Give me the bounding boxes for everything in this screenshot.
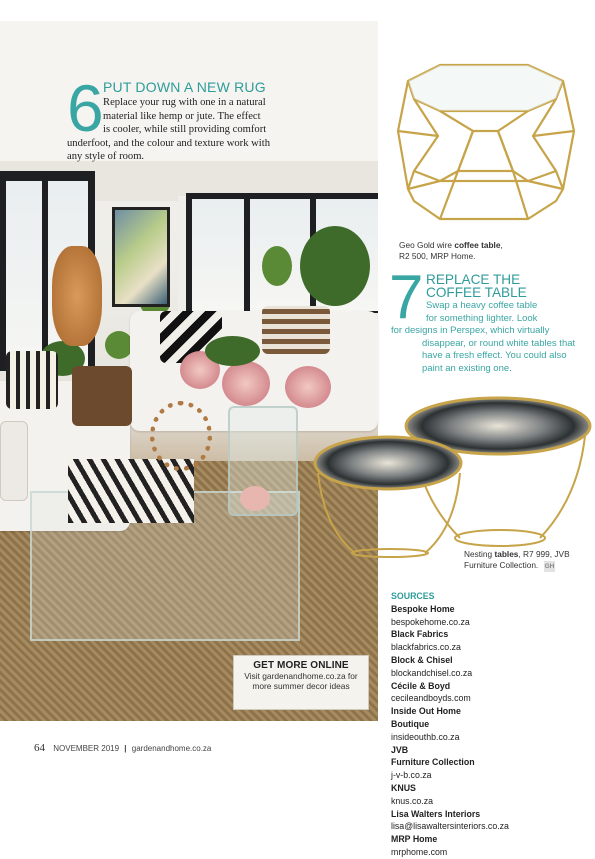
source-url[interactable]: blackfabrics.co.za <box>391 642 461 653</box>
glass-top <box>408 65 563 111</box>
step-7-body <box>391 300 591 376</box>
lattice-strut <box>414 99 440 181</box>
source-name: Inside Out Home <box>391 706 461 717</box>
online-box-line: more summer decor ideas <box>252 681 350 691</box>
sources-line <box>391 590 591 616</box>
source-url[interactable]: insideouthb.co.za <box>391 731 460 742</box>
footer-website[interactable]: gardenandhome.co.za <box>131 744 212 753</box>
geo-gold-wire-coffee-table-photo <box>378 21 595 231</box>
step-7-number: 7 <box>389 263 424 332</box>
abstract-painting <box>112 207 170 307</box>
source-url[interactable]: mrphome.com <box>391 846 448 857</box>
palm-plant <box>300 226 370 306</box>
source-name: Lisa Walters Interiors <box>391 808 481 819</box>
source-name: SOURCES <box>391 591 435 601</box>
online-box-text <box>234 671 368 691</box>
wooden-chest <box>72 366 132 426</box>
lattice-strut <box>440 111 473 219</box>
sources-list <box>391 590 591 859</box>
nesting-tables-photo <box>310 388 595 558</box>
step-7-line: for something lighter. Look <box>426 312 538 324</box>
source-name: KNUS <box>391 782 416 793</box>
leaves <box>205 336 260 366</box>
lattice-strut <box>528 99 556 181</box>
caption-product: tables <box>494 549 519 559</box>
step-7-line: for designs in Perspex, which virtually <box>391 325 550 337</box>
lattice-strut <box>398 81 408 189</box>
caption-text: Geo Gold wire <box>399 240 455 250</box>
sources-line <box>391 782 591 820</box>
outdoor-plant <box>262 246 292 286</box>
lattice-strut <box>533 131 574 136</box>
side-stool <box>0 421 28 501</box>
issue-date: NOVEMBER 2019 <box>53 744 120 753</box>
step-6-line: Replace your rug with one in a natural <box>103 97 266 108</box>
lattice-strut <box>408 171 414 189</box>
page-number: 64 <box>34 742 45 754</box>
step-6-body <box>67 96 272 164</box>
caption-text: Nesting <box>464 549 495 559</box>
small-table-top <box>315 437 461 489</box>
source-name: Bespoke Home <box>391 603 455 614</box>
source-url[interactable]: bespokehome.co.za <box>391 616 470 627</box>
caption-text: , <box>500 240 503 250</box>
step-7-title <box>426 273 527 299</box>
door-pane <box>192 199 244 311</box>
caption-text: , R7 999, JVB <box>518 549 570 559</box>
protea-flower <box>222 361 270 406</box>
step-6-line: underfoot, and the colour and texture work with <box>67 137 270 149</box>
step-6-title: PUT DOWN A NEW RUG <box>103 79 266 95</box>
sources-line <box>391 820 591 833</box>
wood-wall-sculpture <box>52 246 102 346</box>
source-name: Cécile & Boyd <box>391 680 451 691</box>
source-name: MRP Home <box>391 834 438 845</box>
table-base-ring <box>352 549 428 557</box>
lattice-strut <box>563 81 574 189</box>
step-7-line: have a fresh effect. You could also <box>422 350 567 362</box>
coffee-table-caption <box>399 240 503 262</box>
source-name: JVB <box>391 744 409 755</box>
source-url[interactable]: cecileandboyds.com <box>391 693 471 704</box>
step-6-line: is cooler, while still providing comfort <box>103 124 267 136</box>
sources-line <box>391 667 591 693</box>
source-url[interactable]: lisa@lisawaltersinteriors.co.za <box>391 821 509 832</box>
lattice-strut <box>498 111 528 219</box>
step-7-line: disappear, or round white tables that <box>422 337 576 349</box>
caption-price: R2 500, MRP Home. <box>399 251 476 261</box>
lattice-strut <box>556 171 563 189</box>
source-name: Block & Chisel <box>391 654 453 665</box>
step-6-line: material like hemp or jute. The effect <box>103 110 261 122</box>
online-box-line[interactable]: Visit gardenandhome.co.za for <box>244 671 358 681</box>
sources-line <box>391 756 591 782</box>
potted-plant <box>105 331 133 359</box>
sources-line <box>391 616 591 642</box>
sources-line <box>391 692 591 718</box>
cushion <box>6 351 58 409</box>
source-name: Black Fabrics <box>391 629 449 640</box>
source-name: Boutique <box>391 718 430 729</box>
source-url[interactable]: knus.co.za <box>391 795 434 806</box>
step-7-title-line: REPLACE THE <box>426 272 521 287</box>
gh-end-mark: GH <box>544 563 555 570</box>
step-6-line: any style of room. <box>67 151 145 163</box>
online-box-title: GET MORE ONLINE <box>253 660 349 671</box>
step-7-title-line: COFFEE TABLE <box>426 285 527 300</box>
sources-line <box>391 641 591 667</box>
window-pane <box>6 181 42 366</box>
pink-crystal <box>240 486 270 511</box>
caption-text: Furniture Collection. <box>464 560 539 570</box>
source-name: Furniture Collection <box>391 757 475 768</box>
source-url[interactable]: blockandchisel.co.za <box>391 667 473 678</box>
small-nesting-table <box>315 437 461 557</box>
get-more-online-box <box>233 655 369 710</box>
cushion <box>262 306 330 354</box>
nesting-tables-caption <box>464 549 570 572</box>
lattice-strut <box>398 131 438 136</box>
source-url[interactable]: j-v-b.co.za <box>391 770 432 781</box>
table-base-rim <box>408 181 563 219</box>
step-7-line: paint an existing one. <box>422 362 512 374</box>
caption-product: coffee table <box>454 240 501 250</box>
page-footer <box>34 742 211 754</box>
sources-line <box>391 833 591 859</box>
lattice-strut <box>458 131 513 171</box>
step-7-line: Swap a heavy coffee table <box>426 300 538 311</box>
table-base-ring <box>455 530 545 546</box>
sources-line <box>391 718 591 756</box>
step-6-number: 6 <box>67 71 104 145</box>
beaded-sculpture <box>150 401 212 471</box>
footer-separator: | <box>124 744 127 753</box>
